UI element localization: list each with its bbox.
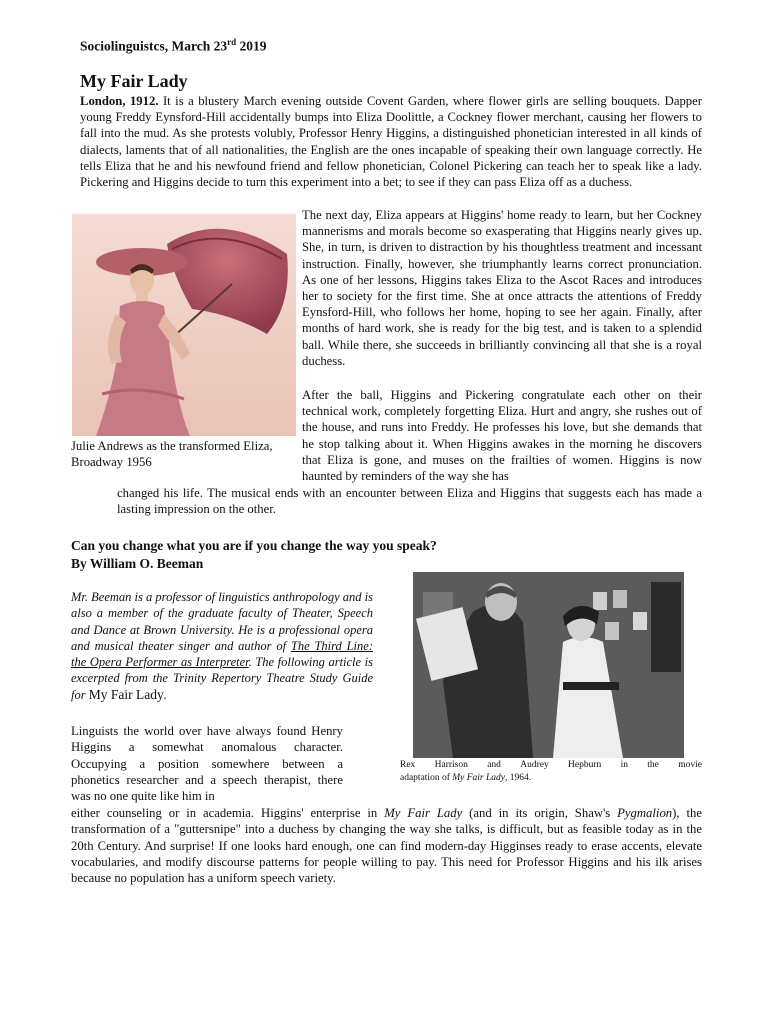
photo-caption-harrison-hepburn (400, 759, 702, 785)
article-paragraph-1: Linguists the world over have always found Henry Higgins a somewhat anomalous character. Occupying a position somewhere between a phonetics researcher and a speech therapist, there was no one quite like him in (71, 724, 343, 804)
caption-line-1: Rex Harrison and Audrey Hepburn in the movie (400, 760, 702, 770)
article-paragraph-1-continued: either counseling or in academia. Higgins' enterprise in My Fair Lady (and in its origin, Shaw's Pygmalion), the transformation of a "guttersnipe" into a duchess by changing the way she talks, is difficult, but as feasible today as in the 20th Century. And surprise! If one looks hard enough, one can find modern-day Higginses ready to erase accents, elevate vocabularies, and modify discourse patterns for people willing to pay. This need for Professor Higgins and his ilk arises because no population has a uniform speech variety. (71, 806, 702, 886)
synopsis-paragraph-2: The next day, Eliza appears at Higgins' home ready to learn, but her Cockney mannerisms and morals become so exasperating that Higgins nearly gives up. She, in turn, is driven to distraction by his thoughtless treatment and incessant instruction. Finally, however, she triumphantly learns correct pronunciation. As one of her lessons, Higgins takes Eliza to the Ascot Races and introduces her to society for the first time. She at once attracts the attentions of Freddy Eynsford-Hill, who follows her home, hoping to see her again. Finally, after months of hard work, she is ready for the big test, and is taken to a splendid ball. While there, she succeeds in brilliantly convincing all that she is a royal duchess. (302, 208, 702, 368)
caption-line-2: adaptation of My Fair Lady, 1964. (400, 773, 532, 783)
harrison-hepburn-photo (413, 572, 684, 758)
article-byline: By William O. Beeman (71, 556, 204, 571)
page-title: My Fair Lady (80, 71, 188, 91)
photo-caption-julie-andrews: Julie Andrews as the transformed Eliza, Broadway 1956 (71, 439, 273, 470)
header-line: Sociolinguistcs, March 23rd 2019 (80, 37, 267, 54)
article-title: Can you change what you are if you change the way you speak? (71, 538, 437, 553)
synopsis-paragraph-3-continued: changed his life. The musical ends with an encounter between Eliza and Higgins that suggests each has made a lasting impression on the other. (117, 486, 702, 517)
synopsis-paragraph-1: London, 1912. It is a blustery March evening outside Covent Garden, where flower girls are selling bouquets. Dapper young Freddy Eynsford-Hill accidentally bumps into Eliza Doolittle, a Cockney flower merchant, causing her flowers to fall into the mud. As she protests volubly, Professor Henry Higgins, a distinguished phonetician interested in all kinds of dialects, laments that of all nationalities, the English are the ones incapable of speaking their own language correctly. He tells Eliza that he and his newfound friend and fellow phonetician, Colonel Pickering can teach her to speak like a lady. Pickering and Higgins decide to turn this experiment into a bet; to see if they can pass Eliza off as a duchess. (80, 94, 702, 190)
synopsis-paragraph-3: After the ball, Higgins and Pickering congratulate each other on their technical work, completely forgetting Eliza. Hurt and angry, she rushes out of the house, and runs into Freddy. He professes his love, but she demands that he stop talking about it. When Higgins awakes in the morning he discovers that Eliza is gone, and muses on the frailties of women. Higgins is now haunted by reminders of the way she has (302, 388, 702, 484)
author-intro-note: Mr. Beeman is a professor of linguistics anthropology and is also a member of the graduate faculty of Theater, Speech and Dance at Brown University. He is a professional opera and musical theater singer and author of The Third Line: the Opera Performer as Interpreter. The following article is excerpted from the Trinity Repertory Theatre Study Guide for My Fair Lady. (71, 590, 373, 702)
julie-andrews-photo (72, 214, 296, 436)
book-title-link: The Third Line: the Opera Performer as Interpreter (71, 638, 373, 670)
